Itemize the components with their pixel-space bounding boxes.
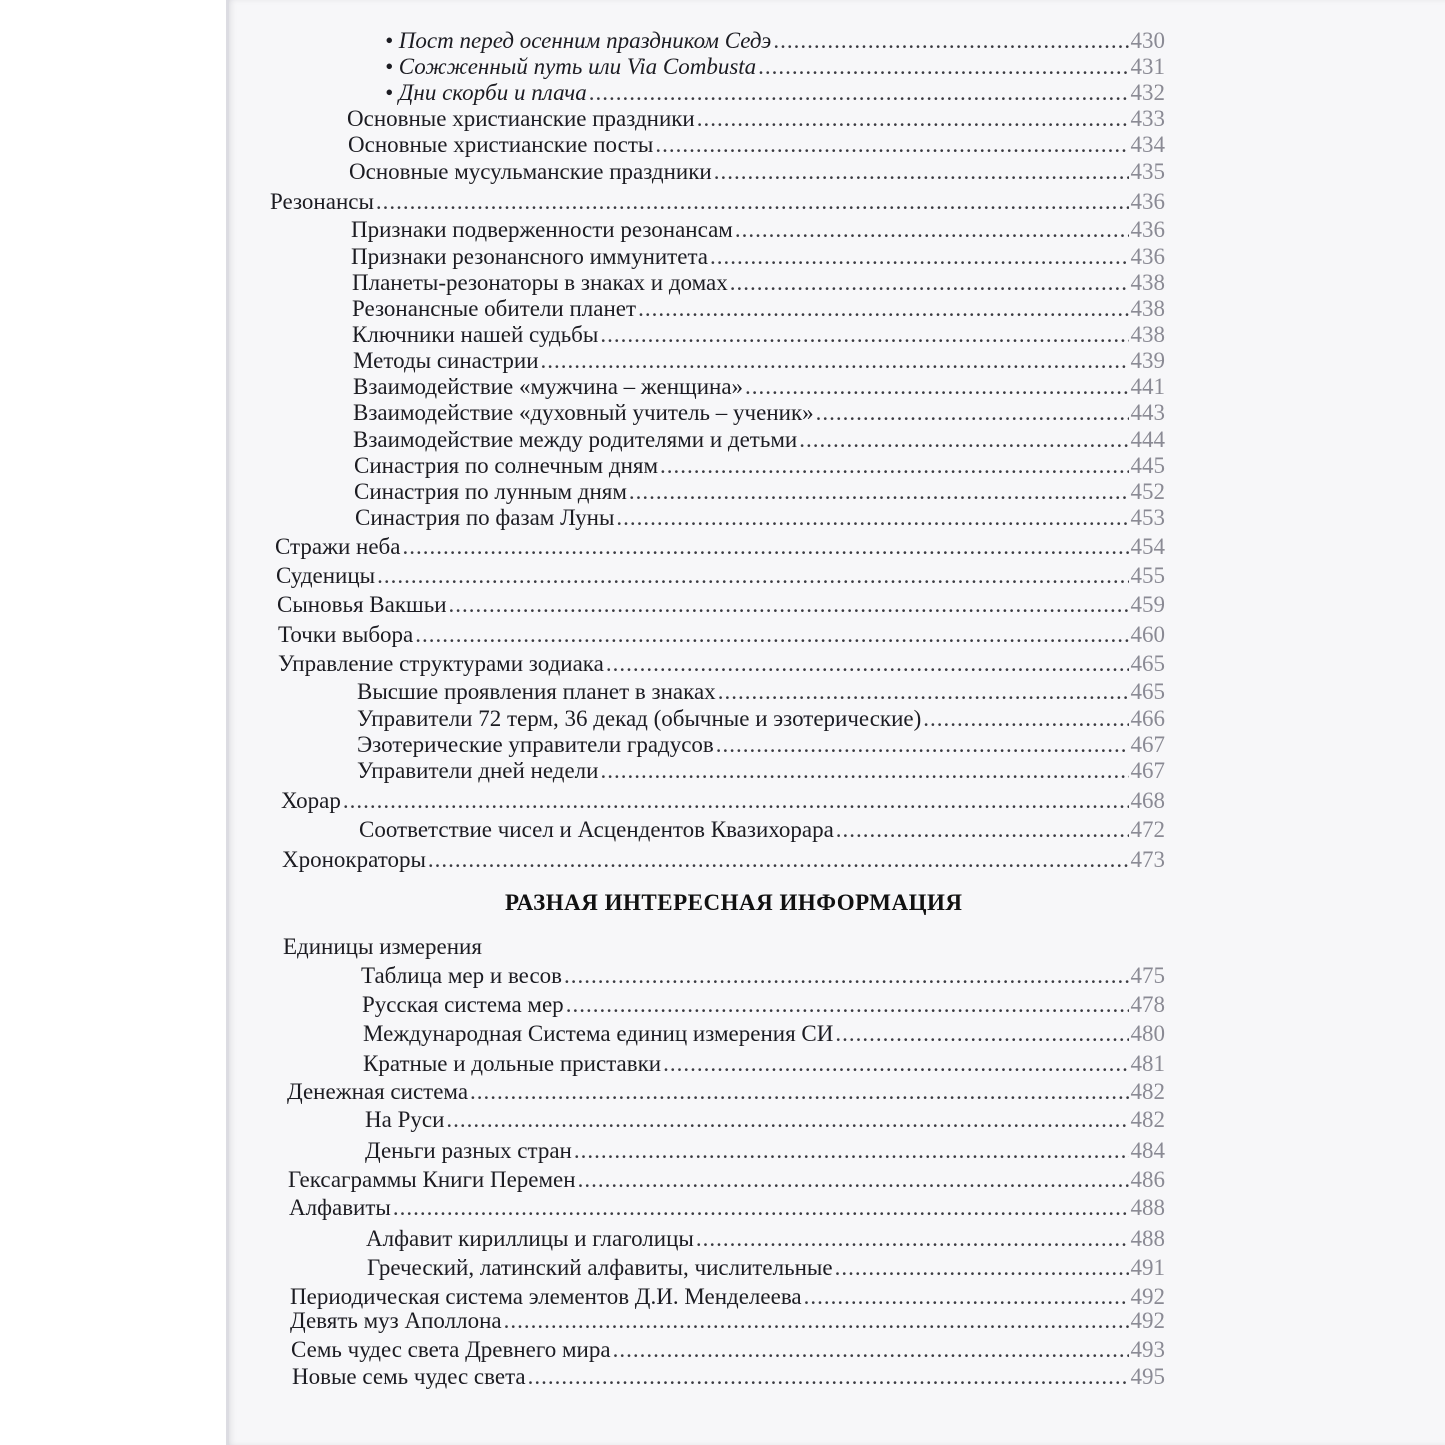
toc-entry <box>353 373 1165 401</box>
leader-dots <box>504 1307 1129 1335</box>
toc-entry-title: Управители дней недели <box>357 758 599 783</box>
leader-dots <box>714 158 1129 186</box>
toc-entry <box>276 562 1165 590</box>
toc-entry-page: 459 <box>1130 592 1165 617</box>
leader-dots <box>655 131 1128 159</box>
toc-entry <box>283 933 1165 961</box>
toc-entry-title: Греческий, латинский алфавиты, числительные <box>367 1255 833 1280</box>
toc-entry <box>290 1307 1165 1335</box>
toc-entry <box>348 131 1165 159</box>
leader-dots <box>758 53 1128 81</box>
toc-entry-page: 431 <box>1130 54 1165 79</box>
toc-entry-title: Высшие проявления планет в знаках <box>357 679 716 704</box>
toc-entry <box>275 533 1165 561</box>
toc-entry <box>361 962 1165 990</box>
toc-entry-title: Девять муз Аполлона <box>290 1308 502 1333</box>
toc-entry <box>365 1106 1165 1134</box>
toc-entry-page: 492 <box>1130 1284 1165 1309</box>
toc-entry-title: Резонансные обители планет <box>352 296 637 321</box>
toc-entry <box>385 53 1165 81</box>
toc-entry <box>277 591 1165 619</box>
leader-dots <box>660 452 1128 480</box>
toc-entry <box>357 731 1165 759</box>
leader-dots <box>376 188 1129 216</box>
toc-entry <box>385 27 1165 55</box>
leader-dots <box>574 1137 1129 1165</box>
toc-entry-page: 478 <box>1130 992 1165 1017</box>
toc-entry-title: Эзотерические управители градусов <box>357 732 714 757</box>
toc-entry-title: Основные христианские праздники <box>347 106 695 131</box>
toc-entry <box>291 1336 1165 1364</box>
leader-dots <box>415 621 1128 649</box>
toc-entry-title: Кратные и дольные приставки <box>363 1051 662 1076</box>
toc-entry-page: 432 <box>1130 80 1165 105</box>
toc-entry-page: 486 <box>1130 1167 1165 1192</box>
toc-entry <box>282 846 1165 874</box>
toc-entry <box>352 269 1165 297</box>
page-edge <box>226 0 229 1445</box>
toc-entry-page: 488 <box>1130 1195 1165 1220</box>
toc-entry-page: 436 <box>1130 189 1165 214</box>
toc-entry-title: Хорар <box>281 788 341 813</box>
toc-entry-title: Основные христианские посты <box>348 132 654 157</box>
leader-dots <box>616 504 1128 532</box>
toc-entry-page: 481 <box>1130 1051 1165 1076</box>
toc-entry-title: Резонансы <box>270 189 374 214</box>
leader-dots <box>718 678 1129 706</box>
toc-entry <box>362 991 1165 1019</box>
toc-entry-page: 439 <box>1130 348 1165 373</box>
toc-entry-title: Семь чудес света Древнего мира <box>291 1337 611 1362</box>
toc-entry-page: 465 <box>1130 651 1165 676</box>
leader-dots <box>402 533 1128 561</box>
toc-entry-title: Точки выбора <box>278 622 414 647</box>
leader-dots <box>629 478 1129 506</box>
toc-entry-title: Гексаграммы Книги Перемен <box>288 1167 576 1192</box>
toc-entry-title: Синастрия по фазам Луны <box>355 505 615 530</box>
leader-dots <box>428 846 1129 874</box>
toc-entry-page: 438 <box>1130 270 1165 295</box>
toc-entry-title: Управители 72 терм, 36 декад (обычные и эзотерические) <box>357 706 922 731</box>
toc-entry-page: 475 <box>1130 963 1165 988</box>
leader-dots <box>566 991 1129 1019</box>
toc-entry-page: 436 <box>1130 244 1165 269</box>
leader-dots <box>470 1078 1128 1106</box>
leader-dots <box>638 295 1128 323</box>
toc-entry-page: 491 <box>1130 1255 1165 1280</box>
toc-entry-title: Стражи неба <box>275 534 401 559</box>
leader-dots <box>697 105 1129 133</box>
leader-dots <box>578 1166 1129 1194</box>
toc-entry-page: 454 <box>1130 534 1165 559</box>
toc-entry <box>278 621 1165 649</box>
toc-entry <box>357 757 1165 785</box>
toc-entry-page: 492 <box>1130 1308 1165 1333</box>
toc-entry-page: 438 <box>1130 322 1165 347</box>
toc-entry <box>289 1194 1165 1222</box>
toc-entry-page: 484 <box>1130 1138 1165 1163</box>
leader-dots <box>923 705 1128 733</box>
leader-dots <box>710 243 1129 271</box>
toc-entry-page: 455 <box>1130 563 1165 588</box>
leader-dots <box>835 1254 1129 1282</box>
toc-entry-page: 488 <box>1130 1226 1165 1251</box>
toc-entry <box>354 478 1165 506</box>
toc-entry <box>287 1078 1165 1106</box>
toc-entry-page: 436 <box>1130 217 1165 242</box>
toc-entry <box>349 158 1165 186</box>
toc-entry <box>292 1363 1165 1391</box>
toc-entry <box>357 705 1165 733</box>
leader-dots <box>589 79 1129 107</box>
toc-entry-page: 433 <box>1130 106 1165 131</box>
toc-entry-page: 495 <box>1130 1364 1165 1389</box>
toc-entry-title: Денежная система <box>287 1079 469 1104</box>
leader-dots <box>745 373 1128 401</box>
leader-dots <box>528 1363 1129 1391</box>
toc-entry-page: 482 <box>1130 1107 1165 1132</box>
toc-entry-title: Таблица мер и весов <box>361 963 563 988</box>
toc-entry <box>288 1166 1165 1194</box>
leader-dots <box>606 650 1129 678</box>
leader-dots <box>564 962 1128 990</box>
toc-entry-title: Взаимодействие «мужчина – женщина» <box>353 374 744 399</box>
leader-dots <box>393 1194 1129 1222</box>
leader-dots <box>730 269 1129 297</box>
toc-entry-page: 473 <box>1130 847 1165 872</box>
toc-entry-title: Управление структурами зодиака <box>278 651 604 676</box>
toc-entry <box>353 347 1165 375</box>
toc-entry-title: Алфавиты <box>289 1195 391 1220</box>
toc-entry <box>352 321 1165 349</box>
toc-entry-page: 467 <box>1130 732 1165 757</box>
toc-entry-title: Соответствие чисел и Асцендентов Квазихорара <box>359 817 834 842</box>
leader-dots <box>716 731 1129 759</box>
leader-dots <box>449 591 1129 619</box>
toc-entry-page: 467 <box>1130 758 1165 783</box>
toc-entry-title: Алфавит кириллицы и глаголицы <box>366 1226 694 1251</box>
toc-entry <box>365 1137 1165 1165</box>
toc-entry-title: • Дни скорби и плача <box>385 80 587 105</box>
toc-entry-title: • Пост перед осенним праздником Седэ <box>385 28 772 53</box>
toc-entry-page: 460 <box>1130 622 1165 647</box>
toc-entry-page: 444 <box>1130 427 1165 452</box>
toc-entry-page: 480 <box>1130 1021 1165 1046</box>
toc-entry-title: Суденицы <box>276 563 376 588</box>
leader-dots <box>735 216 1129 244</box>
toc-entry-title: Международная Система единиц измерения СИ <box>363 1021 834 1046</box>
toc-entry-page: 493 <box>1130 1337 1165 1362</box>
toc-entry <box>347 105 1165 133</box>
toc-entry-page: 434 <box>1130 132 1165 157</box>
toc-entry <box>367 1254 1165 1282</box>
toc-entry <box>353 399 1165 427</box>
toc-entry-title: Единицы измерения <box>283 934 482 959</box>
leader-dots <box>343 787 1129 815</box>
toc-entry <box>355 504 1165 532</box>
toc-entry-title: На Руси <box>365 1107 445 1132</box>
leader-dots <box>816 399 1129 427</box>
toc-entry-title: Синастрия по солнечным дням <box>354 453 659 478</box>
toc-entry-page: 465 <box>1130 679 1165 704</box>
toc-entry-page: 443 <box>1130 400 1165 425</box>
toc-entry-page: 482 <box>1130 1079 1165 1104</box>
toc-entry <box>353 426 1165 454</box>
toc-entry-title: Русская система мер <box>362 992 564 1017</box>
toc-entry-page: 445 <box>1130 453 1165 478</box>
toc-entry-page: 430 <box>1130 28 1165 53</box>
toc-entry-title: Признаки подверженности резонансам <box>351 217 733 242</box>
toc-entry-page: 453 <box>1130 505 1165 530</box>
section-heading: РАЗНАЯ ИНТЕРЕСНАЯ ИНФОРМАЦИЯ <box>505 890 963 915</box>
toc-entry-title: Взаимодействие между родителями и детьми <box>353 427 798 452</box>
toc-entry-title: Методы синастрии <box>353 348 539 373</box>
toc-entry-title: Новые семь чудес света <box>292 1364 526 1389</box>
toc-entry <box>359 816 1165 844</box>
toc-entry-page: 452 <box>1130 479 1165 504</box>
leader-dots <box>613 1336 1129 1364</box>
leader-dots <box>836 816 1129 844</box>
toc-entry-title: Деньги разных стран <box>365 1138 572 1163</box>
toc-entry-page: 468 <box>1130 788 1165 813</box>
toc-entry <box>278 650 1165 678</box>
leader-dots <box>696 1225 1129 1253</box>
leader-dots <box>773 27 1128 55</box>
leader-dots <box>541 347 1129 375</box>
toc-entry-title: Ключники нашей судьбы <box>352 322 599 347</box>
leader-dots <box>799 426 1128 454</box>
leader-dots <box>600 321 1128 349</box>
toc-entry <box>363 1020 1165 1048</box>
toc-entry-title: Признаки резонансного иммунитета <box>351 244 708 269</box>
toc-entry-page: 441 <box>1130 374 1165 399</box>
toc-entry <box>270 188 1165 216</box>
toc-entry-title: • Сожженный путь или Via Combusta <box>385 54 757 79</box>
leader-dots <box>835 1020 1128 1048</box>
toc-entry-title: Сыновья Вакшьи <box>277 592 447 617</box>
leader-dots <box>446 1106 1128 1134</box>
toc-entry <box>366 1225 1165 1253</box>
toc-entry-title: Синастрия по лунным дням <box>354 479 627 504</box>
leader-dots <box>377 562 1128 590</box>
toc-entry-page: 438 <box>1130 296 1165 321</box>
leader-dots <box>663 1050 1128 1078</box>
toc-entry <box>281 787 1165 815</box>
toc-entry <box>354 452 1165 480</box>
toc-entry-title: Хронократоры <box>282 847 426 872</box>
toc-entry <box>385 79 1165 107</box>
toc-entry <box>351 216 1165 244</box>
toc-entry-title: Взаимодействие «духовный учитель – ученик» <box>353 400 814 425</box>
toc-entry <box>363 1050 1165 1078</box>
toc-entry-title: Планеты-резонаторы в знаках и домах <box>352 270 728 295</box>
toc-entry-page: 466 <box>1130 706 1165 731</box>
toc-entry-title: Основные мусульманские праздники <box>349 159 712 184</box>
toc-entry <box>357 678 1165 706</box>
toc-entry <box>352 295 1165 323</box>
toc-entry-page: 472 <box>1130 817 1165 842</box>
toc-entry <box>351 243 1165 271</box>
toc-entry-title: Периодическая система элементов Д.И. Менделеева <box>290 1284 802 1309</box>
leader-dots <box>600 757 1128 785</box>
toc-entry-page: 435 <box>1130 159 1165 184</box>
